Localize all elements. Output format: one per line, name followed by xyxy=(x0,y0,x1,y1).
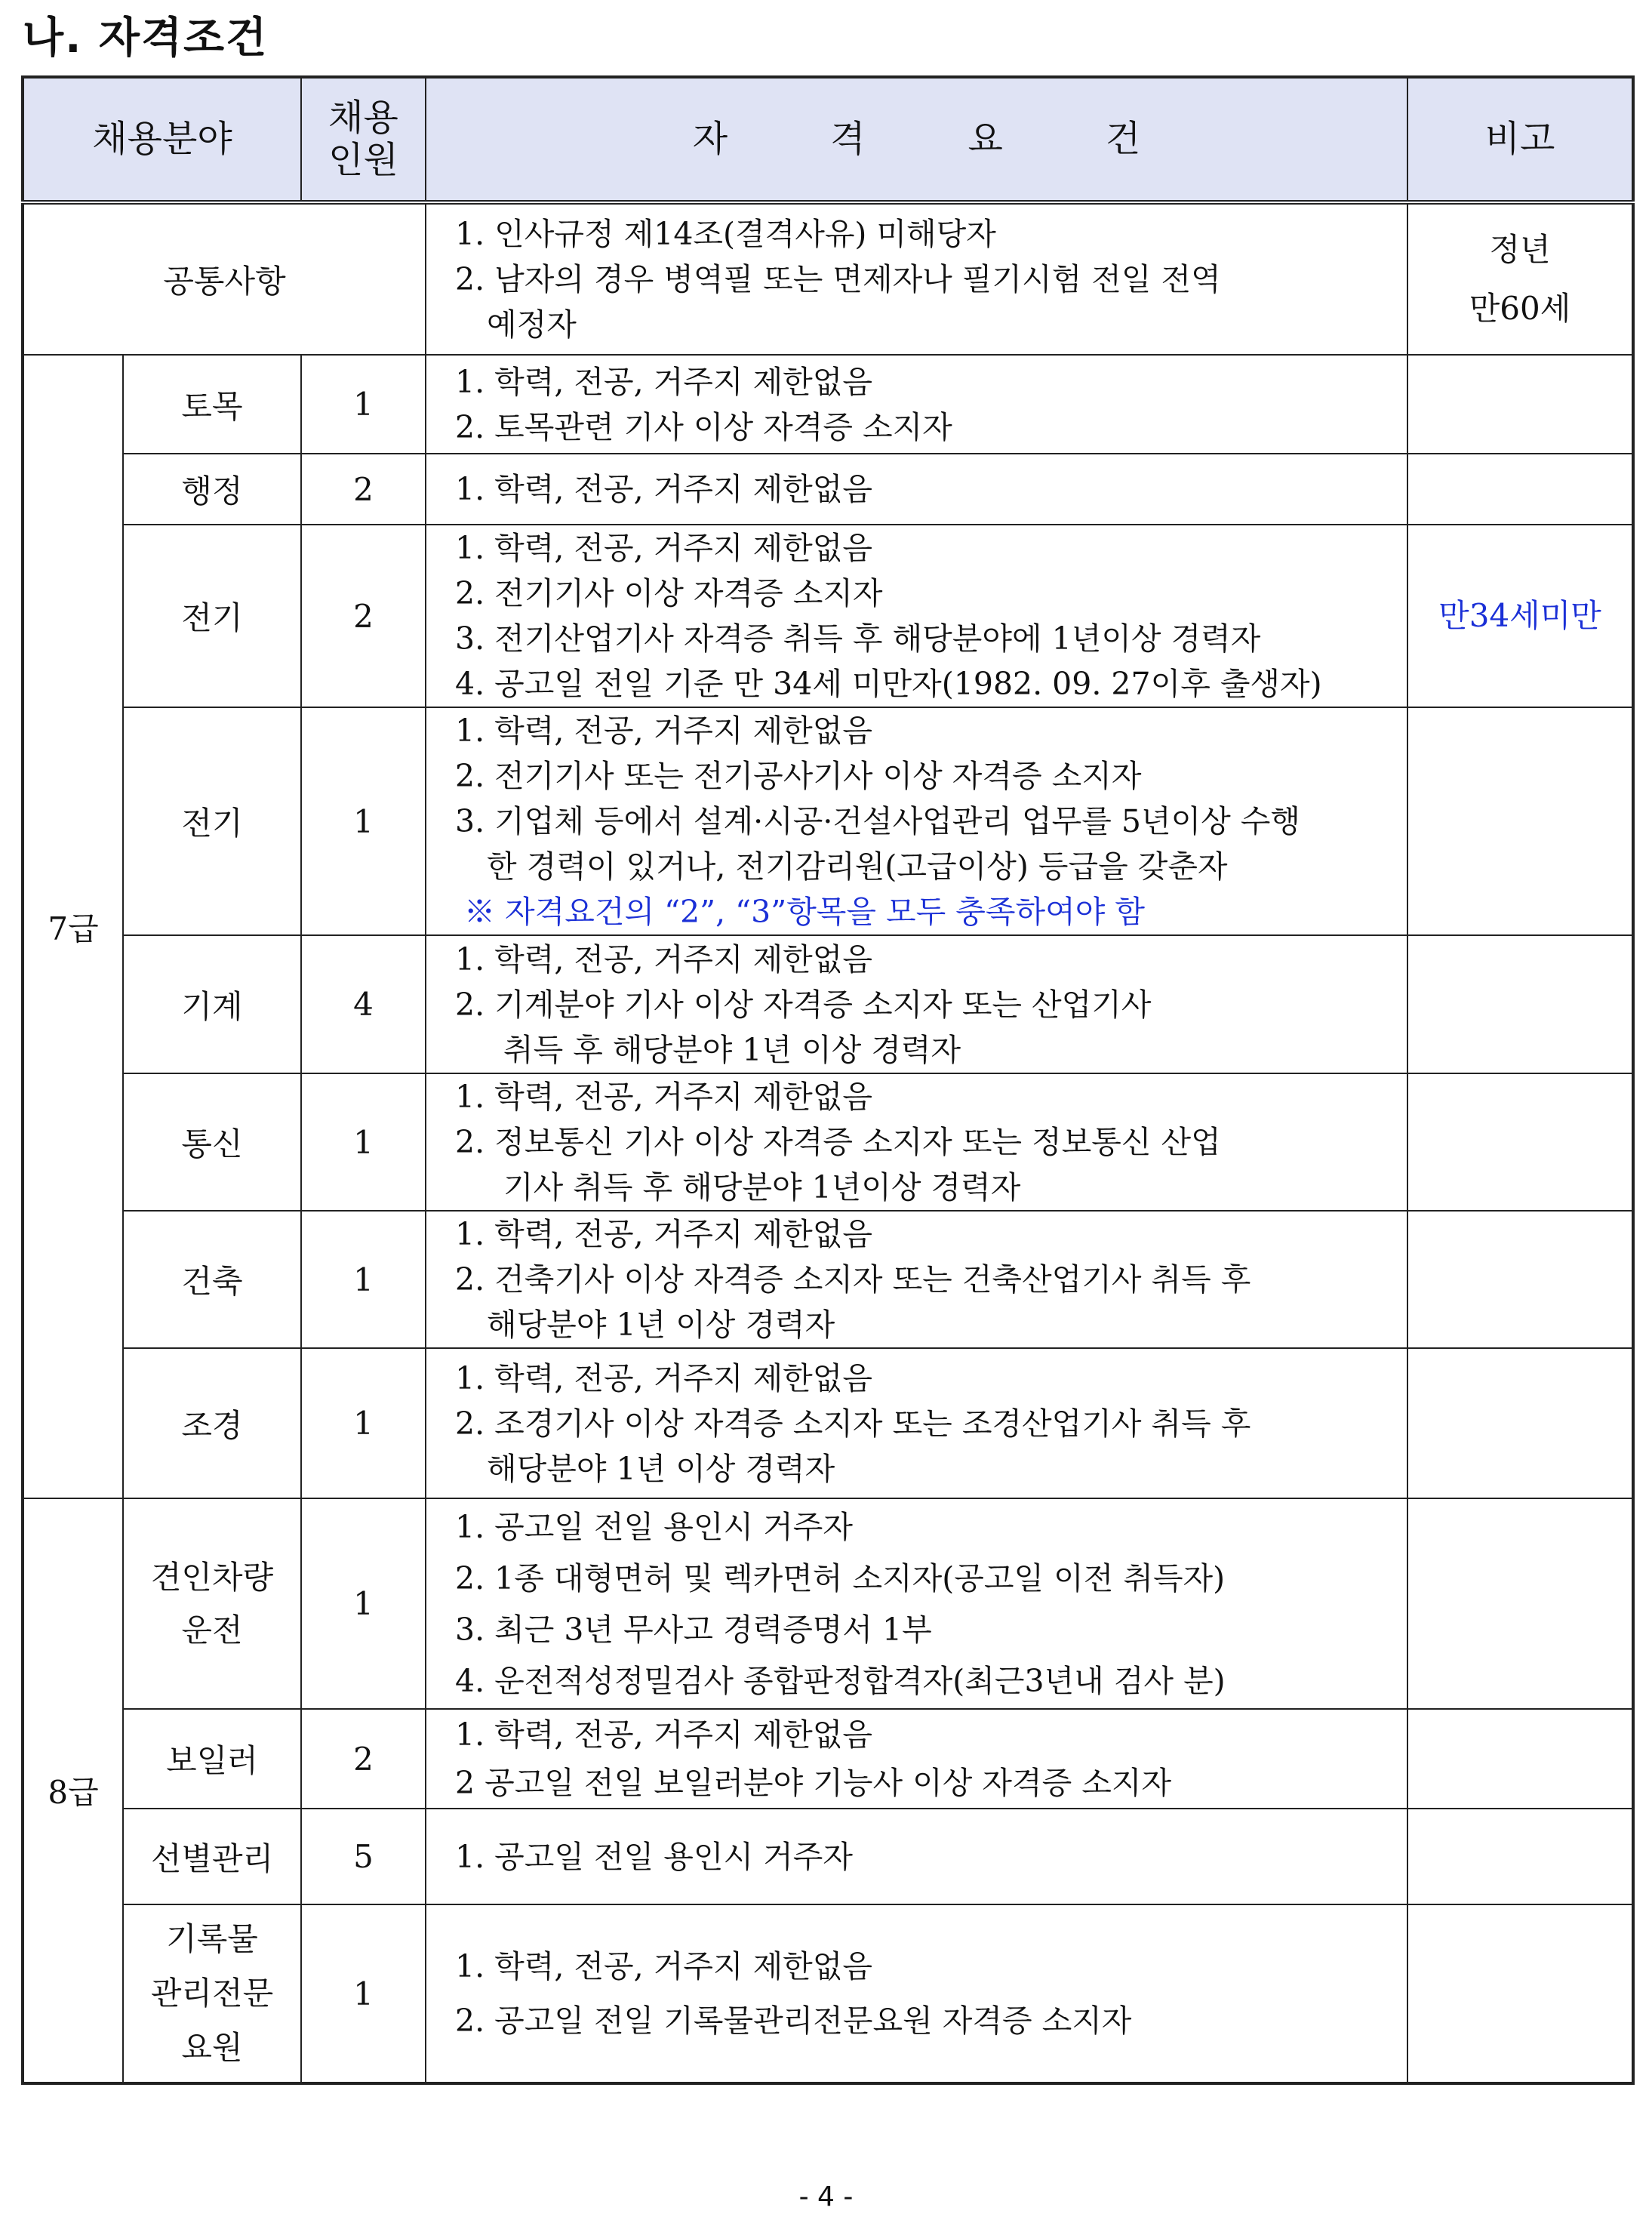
grade-7-label: 7급 xyxy=(23,355,123,1498)
field-name xyxy=(123,1904,301,2083)
note-cell xyxy=(1407,1498,1633,1709)
note-cell xyxy=(1407,454,1633,525)
note-cell xyxy=(1407,1211,1633,1348)
common-requirements xyxy=(426,202,1407,355)
requirements xyxy=(426,1498,1407,1709)
field-name: 전기 xyxy=(123,525,301,707)
note-cell xyxy=(1407,1809,1633,1904)
requirements xyxy=(426,1809,1407,1904)
requirements xyxy=(426,1348,1407,1498)
req-line: 기사 취득 후 해당분야 1년이상 경력자 xyxy=(503,1169,1021,1205)
req-line: 2. 남자의 경우 병역필 또는 면제자나 필기시험 전일 전역 xyxy=(455,261,1221,297)
table-row xyxy=(23,1709,1633,1809)
page-number: - 4 - xyxy=(798,2181,854,2212)
table-header-row xyxy=(23,77,1633,202)
header-req-char: 건 xyxy=(1105,117,1141,160)
req-line: 1. 학력, 전공, 거주지 제한없음 xyxy=(455,1216,872,1252)
headcount: 1 xyxy=(301,1073,426,1211)
requirements xyxy=(426,935,1407,1073)
header-count xyxy=(301,77,426,202)
field-name: 조경 xyxy=(123,1348,301,1498)
headcount: 1 xyxy=(301,1904,426,2083)
table-row xyxy=(23,1211,1633,1348)
headcount: 1 xyxy=(301,1348,426,1498)
field-name-line: 관리전문 xyxy=(150,1975,274,2012)
field-name: 전기 xyxy=(123,707,301,935)
requirements xyxy=(426,1904,1407,2083)
req-line: 1. 학력, 전공, 거주지 제한없음 xyxy=(455,1716,872,1753)
header-req-char: 자 xyxy=(692,117,728,160)
req-line: 1. 공고일 전일 용인시 거주자 xyxy=(455,1508,853,1545)
req-line: 2. 1종 대형면허 및 렉카면허 소지자(공고일 이전 취득자) xyxy=(455,1559,1226,1596)
table-row xyxy=(23,525,1633,707)
table-row xyxy=(23,1073,1633,1211)
req-note-line: ※ 자격요건의 “2”, “3”항목을 모두 충족하여야 함 xyxy=(464,894,1145,930)
requirements xyxy=(426,355,1407,454)
requirements xyxy=(426,454,1407,525)
req-line: 해당분야 1년 이상 경력자 xyxy=(487,1450,835,1487)
field-name: 건축 xyxy=(123,1211,301,1348)
note-cell xyxy=(1407,1073,1633,1211)
common-note xyxy=(1407,202,1633,355)
field-name-line: 기록물 xyxy=(166,1920,258,1957)
common-label: 공통사항 xyxy=(23,202,426,355)
req-line: 2. 전기기사 이상 자격증 소지자 xyxy=(455,575,883,611)
headcount: 2 xyxy=(301,1709,426,1809)
note-cell xyxy=(1407,935,1633,1073)
req-line: 1. 학력, 전공, 거주지 제한없음 xyxy=(455,1079,872,1115)
req-line: 2. 정보통신 기사 이상 자격증 소지자 또는 정보통신 산업 xyxy=(455,1124,1221,1160)
table-row xyxy=(23,1498,1633,1709)
headcount: 1 xyxy=(301,1211,426,1348)
req-line: 1. 학력, 전공, 거주지 제한없음 xyxy=(455,713,872,749)
section-title: 나. 자격조건 xyxy=(23,14,269,63)
table-row-common xyxy=(23,202,1633,355)
note-cell xyxy=(1407,1709,1633,1809)
req-line: 2. 건축기사 이상 자격증 소지자 또는 건축산업기사 취득 후 xyxy=(455,1261,1251,1298)
req-line: 1. 학력, 전공, 거주지 제한없음 xyxy=(455,471,872,507)
header-note: 비고 xyxy=(1407,77,1633,202)
field-name: 행정 xyxy=(123,454,301,525)
req-line: 2. 조경기사 이상 자격증 소지자 또는 조경산업기사 취득 후 xyxy=(455,1405,1251,1442)
requirements xyxy=(426,1073,1407,1211)
grade-8-label: 8급 xyxy=(23,1498,123,2083)
field-name: 토목 xyxy=(123,355,301,454)
req-line: 1. 학력, 전공, 거주지 제한없음 xyxy=(455,1948,872,1984)
qualification-table xyxy=(21,75,1635,2085)
table-row xyxy=(23,935,1633,1073)
field-name: 통신 xyxy=(123,1073,301,1211)
headcount: 5 xyxy=(301,1809,426,1904)
table-row xyxy=(23,1809,1633,1904)
headcount: 1 xyxy=(301,707,426,935)
req-line: 2. 토목관련 기사 이상 자격증 소지자 xyxy=(455,408,952,445)
req-line: 1. 학력, 전공, 거주지 제한없음 xyxy=(455,363,872,400)
req-line: 3. 기업체 등에서 설계·시공·건설사업관리 업무를 5년이상 수행 xyxy=(455,803,1301,839)
requirements xyxy=(426,525,1407,707)
requirements xyxy=(426,1709,1407,1809)
req-line: 2 공고일 전일 보일러분야 기능사 이상 자격증 소지자 xyxy=(455,1765,1172,1801)
req-line: 1. 공고일 전일 용인시 거주자 xyxy=(455,1838,853,1875)
req-line: 예정자 xyxy=(487,306,577,343)
req-line: 1. 학력, 전공, 거주지 제한없음 xyxy=(455,941,872,978)
note-cell xyxy=(1407,707,1633,935)
req-line: 취득 후 해당분야 1년 이상 경력자 xyxy=(503,1031,961,1068)
field-name-line: 견인차량 xyxy=(150,1558,274,1596)
headcount: 2 xyxy=(301,454,426,525)
req-line: 한 경력이 있거나, 전기감리원(고급이상) 등급을 갖춘자 xyxy=(487,848,1228,885)
header-field: 채용분야 xyxy=(23,77,301,202)
req-line: 1. 학력, 전공, 거주지 제한없음 xyxy=(455,1359,872,1396)
requirements xyxy=(426,707,1407,935)
req-line: 3. 전기산업기사 자격증 취득 후 해당분야에 1년이상 경력자 xyxy=(455,620,1261,657)
header-count-line2: 인원 xyxy=(328,138,398,181)
req-line: 2. 전기기사 또는 전기공사기사 이상 자격증 소지자 xyxy=(455,758,1142,794)
field-name-line: 요원 xyxy=(181,2029,243,2066)
header-count-line1: 채용 xyxy=(328,97,398,140)
header-req-char: 격 xyxy=(830,117,866,160)
headcount: 2 xyxy=(301,525,426,707)
table-row xyxy=(23,707,1633,935)
field-name: 보일러 xyxy=(123,1709,301,1809)
field-name-line: 운전 xyxy=(181,1611,243,1649)
note-line: 정년 xyxy=(1489,231,1551,268)
headcount: 1 xyxy=(301,355,426,454)
note-line: 만60세 xyxy=(1469,290,1571,327)
headcount: 4 xyxy=(301,935,426,1073)
req-line: 해당분야 1년 이상 경력자 xyxy=(487,1307,835,1343)
req-line: 4. 공고일 전일 기준 만 34세 미만자(1982. 09. 27이후 출생자) xyxy=(455,666,1322,702)
header-requirements xyxy=(426,77,1407,202)
table-row xyxy=(23,454,1633,525)
req-line: 1. 학력, 전공, 거주지 제한없음 xyxy=(455,530,872,566)
req-line: 1. 인사규정 제14조(결격사유) 미해당자 xyxy=(455,216,996,252)
field-name: 기계 xyxy=(123,935,301,1073)
note-cell xyxy=(1407,1904,1633,2083)
table-row xyxy=(23,1904,1633,2083)
field-name: 선별관리 xyxy=(123,1809,301,1904)
note-cell xyxy=(1407,355,1633,454)
requirements xyxy=(426,1211,1407,1348)
table-row xyxy=(23,1348,1633,1498)
req-line: 2. 기계분야 기사 이상 자격증 소지자 또는 산업기사 xyxy=(455,986,1152,1023)
req-line: 3. 최근 3년 무사고 경력증명서 1부 xyxy=(455,1611,932,1648)
headcount: 1 xyxy=(301,1498,426,1709)
req-line: 2. 공고일 전일 기록물관리전문요원 자격증 소지자 xyxy=(455,2003,1132,2039)
note-cell xyxy=(1407,1348,1633,1498)
note-cell: 만34세미만 xyxy=(1407,525,1633,707)
field-name xyxy=(123,1498,301,1709)
req-line: 4. 운전적성정밀검사 종합판정합격자(최근3년내 검사 분) xyxy=(455,1662,1226,1699)
table-row xyxy=(23,355,1633,454)
header-req-char: 요 xyxy=(968,117,1003,160)
